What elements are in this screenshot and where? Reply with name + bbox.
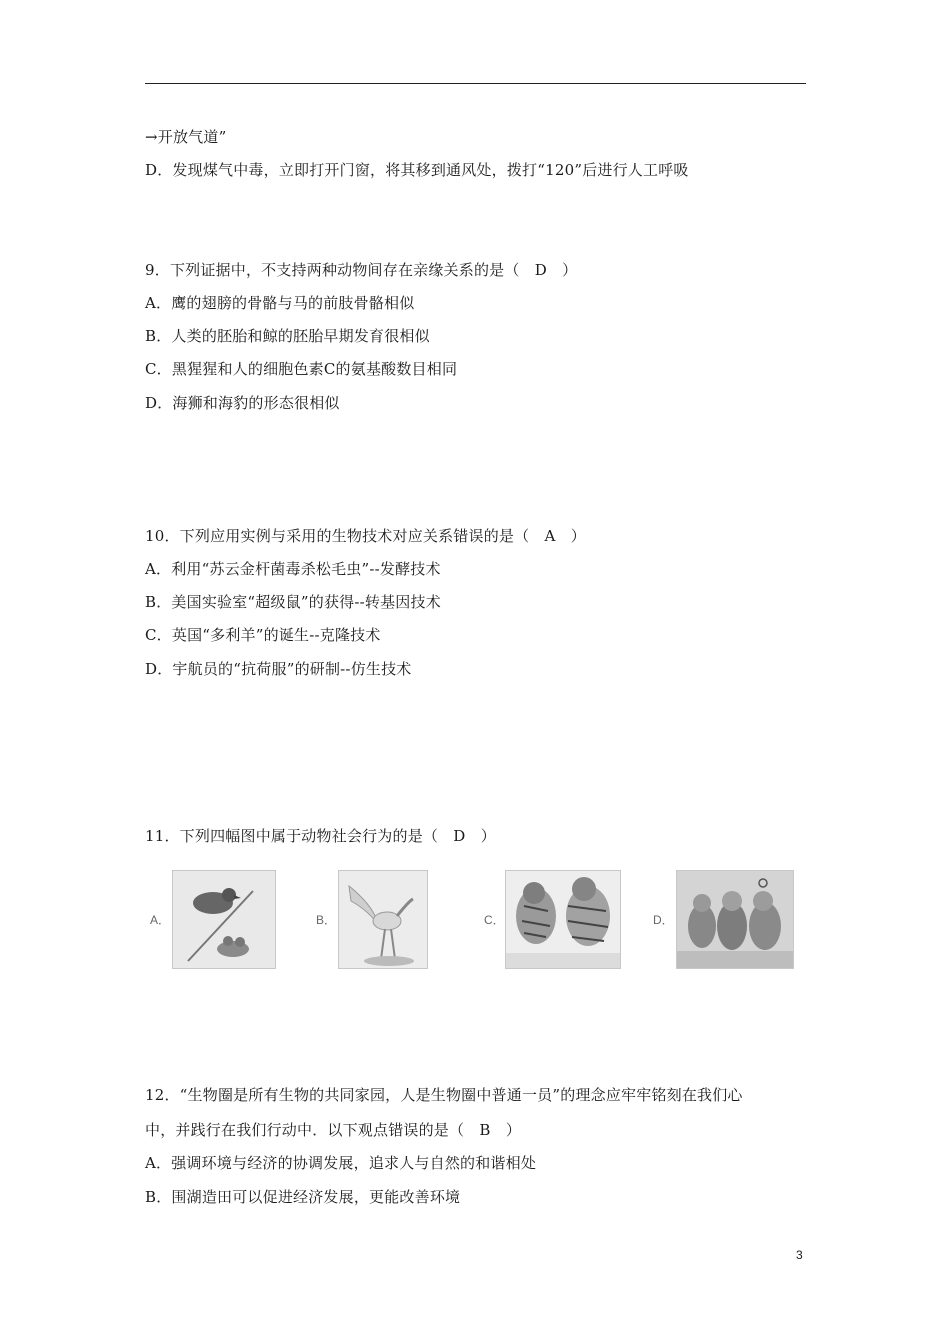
q11-image-label-b: B． <box>316 913 337 927</box>
q11-image-label-d: D． <box>653 913 674 927</box>
q11-image-a-bird-feeding-chicks <box>172 870 276 969</box>
q10-option-c: C．英国“多利羊”的诞生--克隆技术 <box>145 626 381 644</box>
q11-image-b-crane <box>338 870 428 969</box>
q9-option-d: D．海狮和海豹的形态很相似 <box>145 394 340 412</box>
q12-option-a: A．强调环境与经济的协调发展，追求人与自然的和谐相处 <box>145 1154 537 1172</box>
q12-option-b: B．围湖造田可以促进经济发展，更能改善环境 <box>145 1188 461 1206</box>
q9-option-b: B．人类的胚胎和鲸的胚胎早期发育很相似 <box>145 327 430 345</box>
q12-stem-line1: 12．“生物圈是所有生物的共同家园，人是生物圈中普通一员”的理念应牢牢铭刻在我们心 <box>145 1086 743 1104</box>
q9-option-a: A．鹰的翅膀的骨骼与马的前肢骨骼相似 <box>145 294 415 312</box>
q10-option-b: B．美国实验室“超级鼠”的获得--转基因技术 <box>145 593 441 611</box>
q11-image-label-c: C． <box>484 913 505 927</box>
q9-stem: 9．下列证据中，不支持两种动物间存在亲缘关系的是（ D ） <box>145 261 578 279</box>
page-number: 3 <box>796 1248 803 1262</box>
q11-image-d-monkey-troop <box>676 870 794 969</box>
q10-option-a: A．利用“苏云金杆菌毒杀松毛虫”--发酵技术 <box>145 560 441 578</box>
q8-tail-line: →开放气道” <box>145 128 227 146</box>
q11-image-c-fighting-tigers <box>505 870 621 969</box>
header-rule <box>145 83 806 84</box>
q10-option-d: D．宇航员的“抗荷服”的研制--仿生技术 <box>145 660 412 678</box>
q11-image-label-a: A． <box>150 913 171 927</box>
q10-stem: 10．下列应用实例与采用的生物技术对应关系错误的是（ A ） <box>145 527 586 545</box>
q11-stem: 11．下列四幅图中属于动物社会行为的是（ D ） <box>145 827 496 845</box>
q12-stem-line2: 中，并践行在我们行动中．以下观点错误的是（ B ） <box>145 1121 522 1139</box>
q9-option-c: C．黑猩猩和人的细胞色素C的氨基酸数目相同 <box>145 360 458 378</box>
q8-option-d: D．发现煤气中毒，立即打开门窗，将其移到通风处，拨打“120”后进行人工呼吸 <box>145 161 689 179</box>
